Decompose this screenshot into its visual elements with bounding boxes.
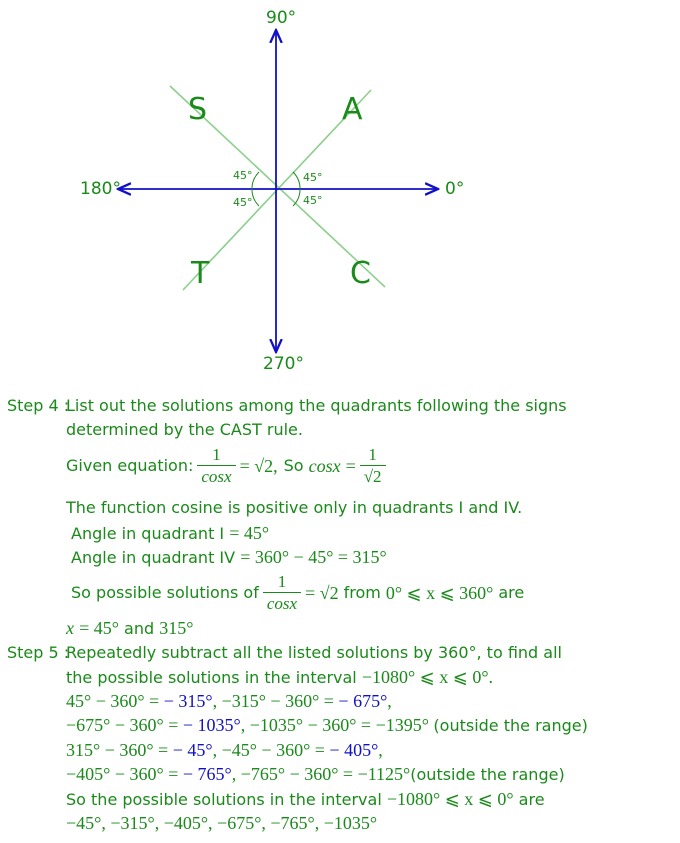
step4-line2: determined by the CAST rule. <box>66 420 303 439</box>
axis-label-270: 270° <box>263 354 304 374</box>
calc-line-1: 45° − 360° = − 315°, −315° − 360° = − 675°, <box>66 691 392 711</box>
given-prefix: Given equation: <box>66 456 194 475</box>
angle-label-ur: 45° <box>303 171 323 184</box>
quadrant-letter-c: C <box>350 256 371 291</box>
quadrant-letter-a: A <box>342 92 363 127</box>
so-text: So <box>283 456 304 475</box>
step4-answer: x = 45° and 315° <box>66 618 194 638</box>
calc-line-4: −405° − 360° = − 765°, −765° − 360° = −1125°(outside the range) <box>66 764 565 784</box>
angle-label-lr: 45° <box>303 194 323 207</box>
so-lhs: cosx <box>308 456 341 476</box>
angle-label-ul: 45° <box>233 169 253 182</box>
axis-label-180: 180° <box>80 179 121 199</box>
quadrant-letter-t: T <box>191 256 210 291</box>
step4-line1: List out the solutions among the quadrants following the signs <box>66 396 567 415</box>
calc-line-2: −675° − 360° = − 1035°, −1035° − 360° = −1395° (outside the range) <box>66 715 588 735</box>
step5-line1: Repeatedly subtract all the listed solutions by 360°, to find all <box>66 643 562 662</box>
step4-label: Step 4 : <box>7 396 70 415</box>
quadrant1-angle: Angle in quadrant I = 45° <box>71 523 270 543</box>
axis-label-0: 0° <box>445 179 465 199</box>
conclusion: So the possible solutions in the interval −1080° ⩽ x ⩽ 0° are <box>66 789 545 809</box>
quadrant-letter-s: S <box>188 92 208 127</box>
step5-label: Step 5 : <box>7 643 70 662</box>
given-rhs: = √2, <box>239 456 278 476</box>
axis-label-90: 90° <box>266 8 297 28</box>
final-solutions: −45°, −315°, −405°, −675°, −765°, −1035° <box>66 813 378 833</box>
possible-solutions: So possible solutions of $\frac{1}{\cos x}$ = √2 from 0° ⩽ x ⩽ 360° are <box>71 571 525 613</box>
step5-line2: the possible solutions in the interval −1080° ⩽ x ⩽ 0°. <box>66 667 494 687</box>
angle-label-ll: 45° <box>233 196 253 209</box>
so-fraction: $\frac{1}{√2}$ <box>360 445 386 488</box>
possible-fraction: $\frac{1}{\cos x}$ <box>263 572 301 615</box>
calc-line-3: 315° − 360° = − 45°, −45° − 360° = − 405°, <box>66 740 383 760</box>
quadrant4-angle: Angle in quadrant IV = 360° − 45° = 315° <box>71 547 387 567</box>
cosine-text: The function cosine is positive only in quadrants I and IV. <box>66 498 523 517</box>
given-fraction: $\frac{1}{\cos x}$ <box>197 445 235 488</box>
so-eq: = <box>345 456 356 476</box>
given-equation <box>66 441 390 491</box>
